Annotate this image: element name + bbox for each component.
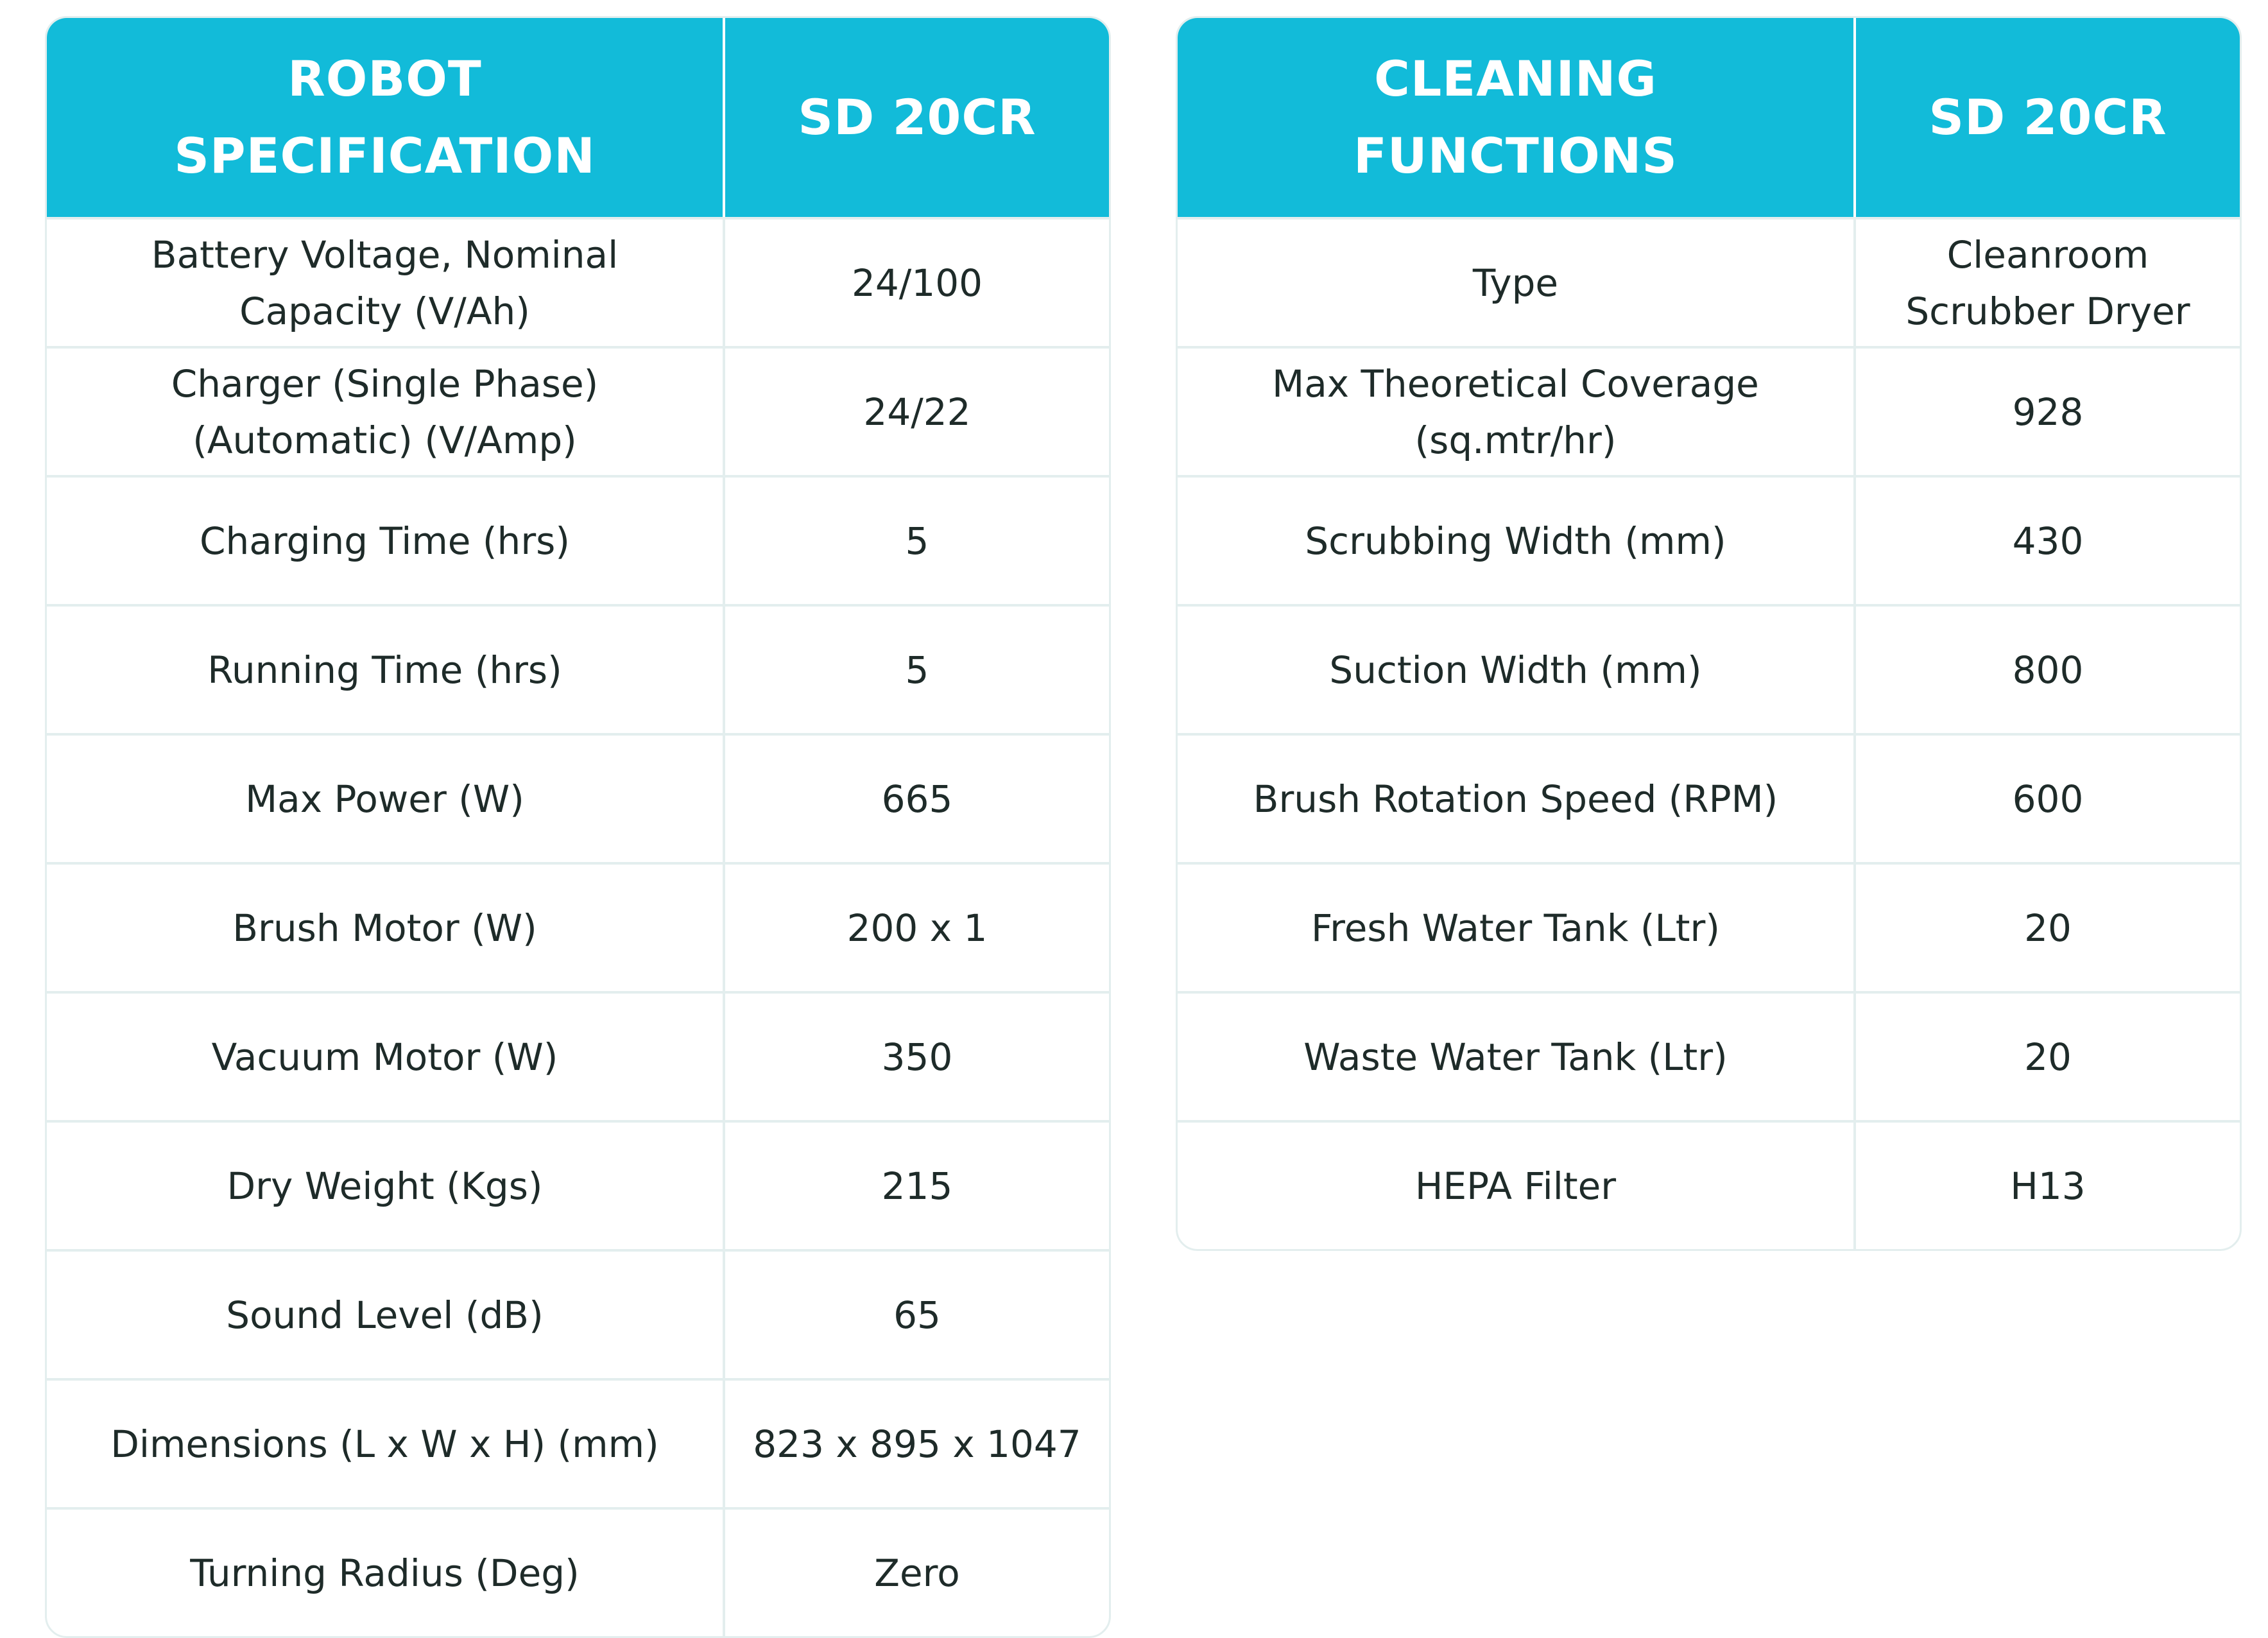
function-label — [1178, 346, 1853, 475]
function-value — [1853, 862, 2240, 991]
spec-value — [723, 1507, 1109, 1636]
table-row — [1178, 475, 2240, 604]
spec-label — [47, 604, 723, 733]
spec-value — [723, 1120, 1109, 1249]
table-row — [47, 862, 1109, 991]
table-row — [1178, 991, 2240, 1120]
table-row — [1178, 217, 2240, 346]
spec-value — [723, 733, 1109, 862]
robot-specification-table — [45, 16, 1111, 1638]
table-row — [1178, 862, 2240, 991]
table-row — [47, 733, 1109, 862]
function-value-text: H13 — [2010, 1164, 2086, 1208]
spec-label-text: Turning Radius (Deg) — [190, 1551, 580, 1595]
table-header-row — [1178, 18, 2240, 217]
spec-label — [47, 346, 723, 475]
spec-label-text: Max Power (W) — [245, 777, 524, 821]
spec-value — [723, 604, 1109, 733]
spec-value-text: 5 — [905, 519, 929, 563]
function-label — [1178, 991, 1853, 1120]
table-row — [47, 1249, 1109, 1378]
spec-value — [723, 475, 1109, 604]
header-line: FUNCTIONS — [1353, 127, 1678, 184]
function-value-text: 20 — [2024, 1035, 2072, 1079]
spec-label-text: Vacuum Motor (W) — [211, 1035, 558, 1079]
function-label — [1178, 604, 1853, 733]
table-row — [47, 346, 1109, 475]
spec-value-text: Zero — [874, 1551, 960, 1595]
robot-spec-header — [47, 18, 723, 217]
table-row — [47, 475, 1109, 604]
cleaning-functions-header — [1178, 18, 1853, 217]
table-row — [47, 1120, 1109, 1249]
table-row — [47, 604, 1109, 733]
spec-value — [723, 346, 1109, 475]
model-header: SD 20CR — [1853, 18, 2240, 217]
spec-value — [723, 217, 1109, 346]
function-value-text: Cleanroom — [1946, 232, 2149, 277]
spec-value — [723, 991, 1109, 1120]
spec-value-text: 215 — [881, 1164, 953, 1208]
function-label-text: Type — [1472, 261, 1559, 305]
spec-label — [47, 733, 723, 862]
spec-label-text: Charging Time (hrs) — [199, 519, 571, 563]
spec-value-text: 350 — [881, 1035, 953, 1079]
function-value-text: 430 — [2012, 519, 2084, 563]
function-label-text: (sq.mtr/hr) — [1414, 418, 1617, 462]
spec-label — [47, 1249, 723, 1378]
table-row — [47, 1378, 1109, 1507]
spec-value-text: 24/100 — [851, 261, 983, 305]
spec-label-text: Battery Voltage, Nominal — [151, 232, 619, 277]
spec-label — [47, 1378, 723, 1507]
table-row — [47, 991, 1109, 1120]
spec-value — [723, 1378, 1109, 1507]
table-row — [47, 1507, 1109, 1636]
spec-value-text: 200 x 1 — [846, 906, 988, 950]
function-value-text: 800 — [2012, 648, 2084, 692]
spec-label-text: Capacity (V/Ah) — [239, 289, 530, 333]
function-value — [1853, 991, 2240, 1120]
function-label — [1178, 1120, 1853, 1249]
spec-label-text: Brush Motor (W) — [232, 906, 537, 950]
table-row — [1178, 733, 2240, 862]
spec-label — [47, 991, 723, 1120]
function-label-text: HEPA Filter — [1414, 1164, 1617, 1208]
function-value — [1853, 1120, 2240, 1249]
spec-label — [47, 1120, 723, 1249]
spec-label-text: Sound Level (dB) — [226, 1293, 544, 1337]
cleaning-functions-table — [1176, 16, 2242, 1251]
table-header-row — [47, 18, 1109, 217]
table-row — [47, 217, 1109, 346]
spec-value — [723, 1249, 1109, 1378]
spec-label — [47, 862, 723, 991]
function-value-text: 600 — [2012, 777, 2084, 821]
function-value — [1853, 346, 2240, 475]
header-line: SPECIFICATION — [174, 127, 596, 184]
function-label — [1178, 862, 1853, 991]
function-label — [1178, 733, 1853, 862]
table-row — [1178, 604, 2240, 733]
spec-label — [47, 475, 723, 604]
header-line: CLEANING — [1374, 50, 1657, 107]
spec-label-text: Running Time (hrs) — [207, 648, 562, 692]
function-label-text: Fresh Water Tank (Ltr) — [1310, 906, 1720, 950]
function-value-text: 928 — [2012, 390, 2084, 434]
spec-label — [47, 1507, 723, 1636]
function-label-text: Suction Width (mm) — [1329, 648, 1702, 692]
function-value-text: Scrubber Dryer — [1905, 289, 2190, 333]
spec-value — [723, 862, 1109, 991]
spec-label-text: Dimensions (L x W x H) (mm) — [110, 1422, 659, 1466]
function-label-text: Brush Rotation Speed (RPM) — [1253, 777, 1778, 821]
function-value — [1853, 733, 2240, 862]
spec-value-text: 823 x 895 x 1047 — [753, 1422, 1081, 1466]
function-value — [1853, 217, 2240, 346]
spec-label — [47, 217, 723, 346]
spec-value-text: 65 — [893, 1293, 941, 1337]
function-label-text: Waste Water Tank (Ltr) — [1303, 1035, 1728, 1079]
spec-label-text: Dry Weight (Kgs) — [227, 1164, 543, 1208]
function-label-text: Scrubbing Width (mm) — [1305, 519, 1726, 563]
function-value-text: 20 — [2024, 906, 2072, 950]
spec-label-text: (Automatic) (V/Amp) — [193, 418, 577, 462]
function-value — [1853, 475, 2240, 604]
spec-value-text: 665 — [881, 777, 953, 821]
spec-label-text: Charger (Single Phase) — [171, 361, 599, 406]
function-value — [1853, 604, 2240, 733]
function-label — [1178, 217, 1853, 346]
table-row — [1178, 346, 2240, 475]
table-row — [1178, 1120, 2240, 1249]
header-line: ROBOT — [288, 50, 482, 107]
function-label — [1178, 475, 1853, 604]
spec-value-text: 24/22 — [863, 390, 971, 434]
model-header: SD 20CR — [723, 18, 1109, 217]
spec-value-text: 5 — [905, 648, 929, 692]
function-label-text: Max Theoretical Coverage — [1272, 361, 1759, 406]
